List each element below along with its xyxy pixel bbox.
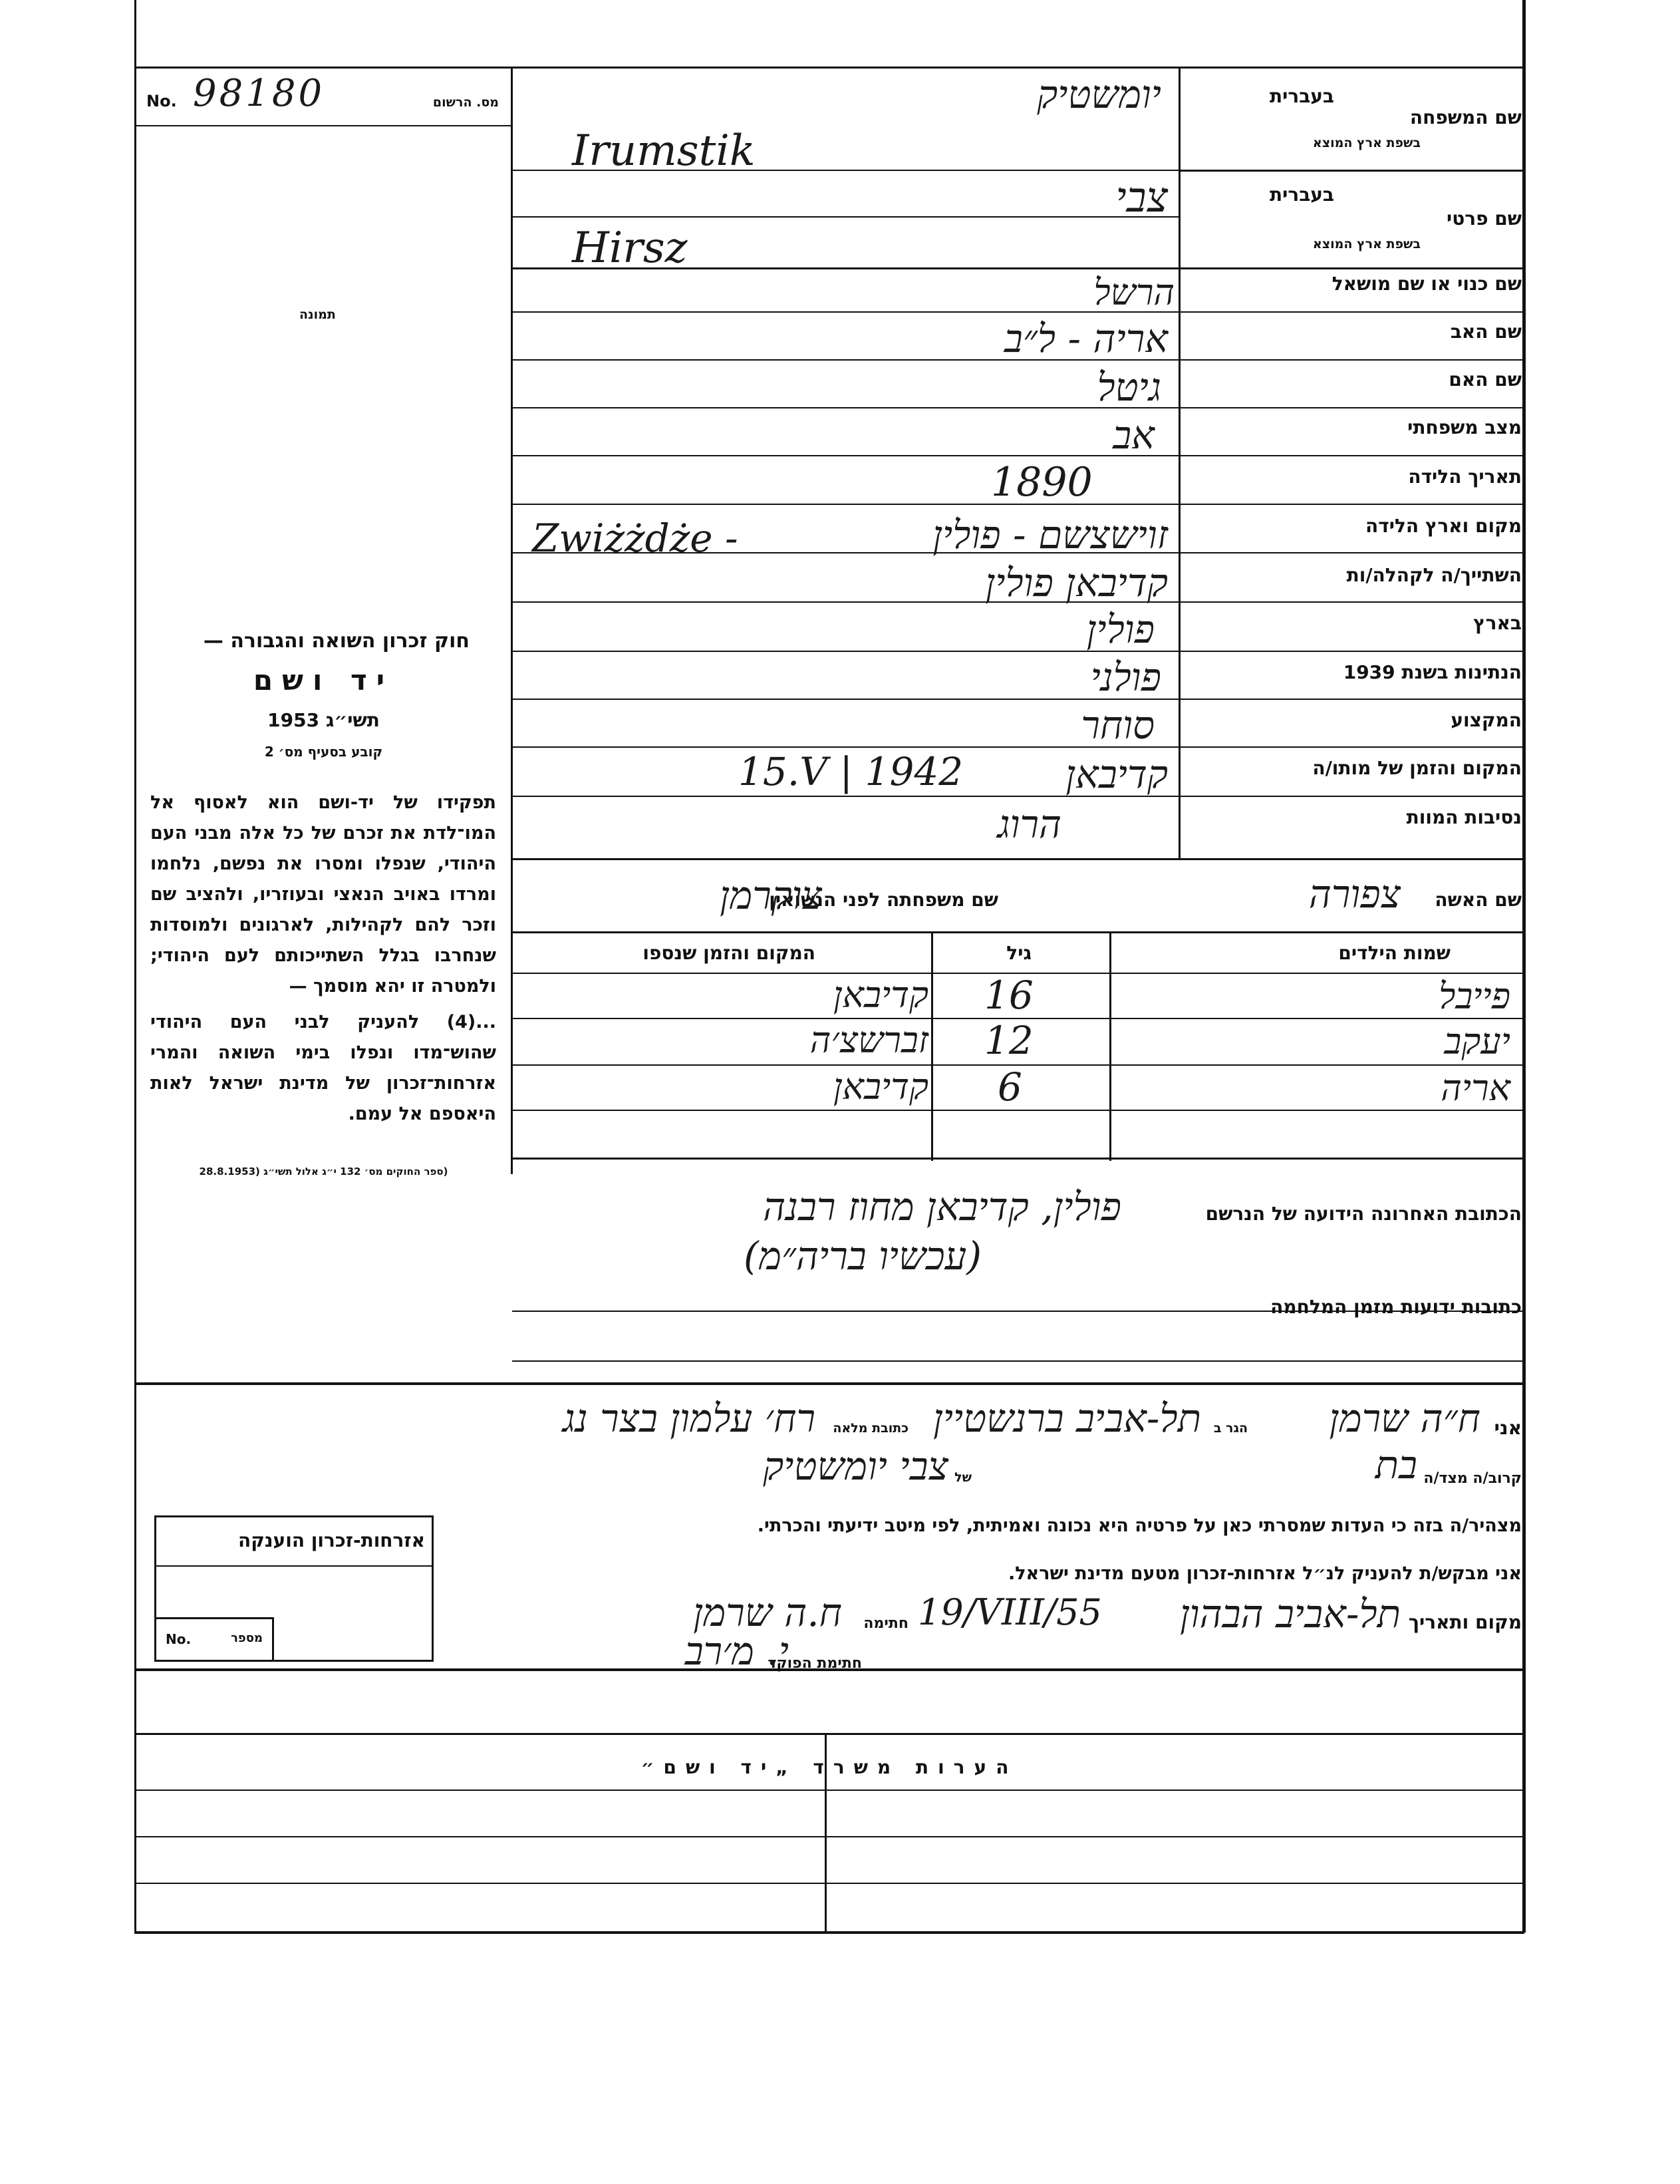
community-value: קדיבאן פולין [985,560,1168,605]
nickname-value: הרשל [1093,271,1175,313]
office-notes-title: הערות משרד „יד ושם״ [640,1756,1018,1778]
label-column-divider [1179,67,1181,858]
section-line [134,1733,1524,1735]
row-line [1179,170,1524,172]
father-label: שם האב [1450,321,1522,343]
law-paragraph-1: תפקידו של יד-ושם הוא לאסוף אל המו־לדת את זכרם של כל אלה מבני העם היהודי, שנפלו ומסרו את נפשם, נלחמו ומרדו באויב הנאצי ובעוזריו, ולהציב שם וזכר להם לקהילות, לארגונים ולמוסדות שנחרבו בגלל השתייכותם לעם היהודי; ולמטרה זו יהא מוסמך — [150,792,496,997]
mother-label: שם האם [1449,369,1522,390]
surname-origin: Irumstik [572,126,756,176]
row-line [512,455,1523,456]
wife-maiden-label: שם משפחתה לפני הנשואין [769,889,998,911]
child-age: 16 [984,973,1034,1018]
citizenship-value: פולני [1090,655,1161,700]
row-line [512,858,1523,860]
children-col-divider [931,931,933,1161]
law-title: חוק זכרון השואה והגבורה — [203,629,470,653]
child-age: 6 [998,1064,1022,1110]
section-line [134,1382,1524,1385]
birthplace-label: מקום וארץ הלידה [1365,515,1522,537]
declaration-request: אני מבקש/ת להעניק לנ״ל אזרחות-זכרון מטעם מדינת ישראל. [1008,1563,1522,1584]
place-date-label: מקום ותאריך [1408,1611,1522,1633]
child-name: יעקב [1444,1020,1510,1062]
father-value: אריה - ל״ב [1004,316,1168,361]
death-label: המקום והזמן של מותו/ה [1312,757,1522,779]
relative-value: בת [1375,1442,1417,1487]
registration-prefix: No. [146,92,177,110]
birthdate-label: תאריך הלידה [1408,466,1522,488]
citizenship-box-rule [156,1565,432,1567]
last-address-label: הכתובת האחרונה הידועה של הנרשם [1205,1203,1522,1225]
row-line [134,1790,1524,1791]
children-header-age: גיל [1006,942,1032,964]
firstname-label: שם פרטי [1446,208,1522,230]
child-name: אריה [1441,1067,1510,1109]
country-value: פולין [1086,607,1155,652]
child-name: פייבל [1439,975,1510,1017]
death-place: קדיבאן [1065,752,1168,797]
law-clause: קובע בסעיף מס׳ 2 [264,744,383,760]
wife-label: שם האשה [1435,889,1522,911]
row-line [134,1883,1524,1884]
declarant-lives-label: הגר ב [1213,1421,1248,1436]
row-line [512,311,1523,313]
nickname-label: שם כנוי או שם מושאל [1331,273,1522,295]
hebrew-label-2: בעברית [1269,184,1334,206]
profession-value: סוחר [1081,702,1155,748]
wife-name: צפורה [1308,871,1401,917]
birthdate-value: 1890 [991,459,1093,506]
frame-bottom [134,1931,1524,1934]
row-line [512,931,1523,933]
citizenship-box [154,1515,434,1662]
row-line [512,1360,1523,1362]
row-line [512,1110,1523,1111]
last-address-note: (עכשיו בריה״מ) [743,1233,982,1279]
registration-number: 98180 [193,72,325,115]
number-rule [134,125,512,126]
circumstances-value: הרוג [997,802,1061,847]
citizenship-label: הנתינות בשנת 1939 [1343,661,1522,683]
signature-label: חתימה [863,1615,909,1632]
law-name: יד ושם [253,664,394,697]
of-label: של [954,1470,972,1485]
row-line [512,407,1523,408]
frame-left [134,0,136,1933]
row-line [512,699,1523,700]
declarant-address-label: כתובת מלאה [833,1421,909,1436]
firstname-origin: Hirsz [572,224,688,273]
citizenship-box-title: אזרחות-זכרון הוענקה [238,1529,425,1551]
firstname-hebrew: צבי [1115,173,1168,222]
hebrew-label-1: בעברית [1269,85,1334,107]
citizenship-box-inner [154,1617,274,1662]
declaration-date: 19/VIII/55 [918,1591,1102,1633]
wartime-address-label: כתובות ידועות מזמן המלחמה [1270,1296,1522,1318]
citizenship-number-prefix: No. [166,1631,192,1647]
circumstances-label: נסיבות המוות [1406,806,1522,828]
marital-value: אב [1113,412,1155,458]
declaration-place: תל-אביב הבהון [1180,1591,1401,1637]
mother-value: גיטל [1097,365,1161,410]
row-line [512,651,1523,652]
last-address-value: פולין, קדיבאן מחוז רבנה [763,1184,1121,1229]
country-label: בארץ [1473,612,1522,634]
row-line [512,746,1523,748]
origin-lang-label-1: בשפת ארץ המוצא [1312,136,1421,150]
row-line [134,1836,1524,1837]
row-line [512,796,1523,797]
children-header-place: המקום והזמן שנספו [642,942,815,964]
row-line [512,216,1179,218]
child-place: קדיבאן [833,1066,928,1108]
community-label: השתייך/ה לקהלה/ות [1346,564,1522,586]
officer-signature: י. מ׳רב [684,1629,789,1674]
photo-label: תמונה [299,307,336,322]
declarant-address: רח׳ עלמון בצר נג [562,1396,815,1441]
children-col-divider [1109,931,1111,1161]
birthplace-hebrew: זוישצשם - פולין [932,512,1168,557]
death-date: 15.V | 1942 [738,749,964,794]
child-place: זברשצ׳ה [809,1019,928,1061]
declarant-city: תל-אביב ברנשטיין [932,1396,1201,1441]
profession-label: המקצוע [1451,709,1522,731]
marital-label: מצב משפחתי [1407,416,1522,438]
children-header-name: שמות הילדים [1338,942,1451,964]
wife-maiden-name: צוקרמן [720,873,822,918]
declarant-ani: אני [1494,1417,1522,1439]
surname-label: שם המשפחה [1409,106,1522,128]
frame-top [134,67,1524,69]
of-name: צבי יומשטיק [763,1444,948,1489]
birthplace-origin: Zwiżżdże - [532,516,738,561]
frame-right [1522,0,1526,1933]
relative-label: קרוב/ה מצד/ה [1423,1470,1522,1487]
left-column-divider [511,67,513,1174]
row-line [512,1158,1523,1160]
declarant-signature: ח.ה שרמן [693,1590,842,1635]
law-citation: (ספר החוקים מס׳ 132 י״ג אלול תשי״ג (28.8.1953 [199,1166,448,1177]
declarant-name: ח״ה שרמן [1329,1396,1480,1441]
officer-signature-label: חתימת הפוקד [768,1655,862,1672]
law-paragraph-2: ...(4) להעניק לבני העם היהודי שהוש־מדו ונפלו בימי השואה והמרי אזרחות־זכרון של מדינת ישראל לאות היאספם אל עמם. [150,1012,496,1124]
origin-lang-label-2: בשפת ארץ המוצא [1312,237,1421,251]
registration-label: מס. הרשום [432,95,499,110]
citizenship-number-label: מספר [231,1631,263,1645]
surname-hebrew: יומשטיק [1037,72,1161,117]
law-year: תשי״ג 1953 [267,709,380,731]
declaration-statement: מצהיר/ה בזה כי העדות שמסרתי כאן על פרטיה היא נכונה ואמיתית, לפי מיטב ידיעתי והכרתי. [757,1515,1522,1536]
child-age: 12 [984,1018,1034,1063]
child-place: קדיבאן [833,974,928,1016]
